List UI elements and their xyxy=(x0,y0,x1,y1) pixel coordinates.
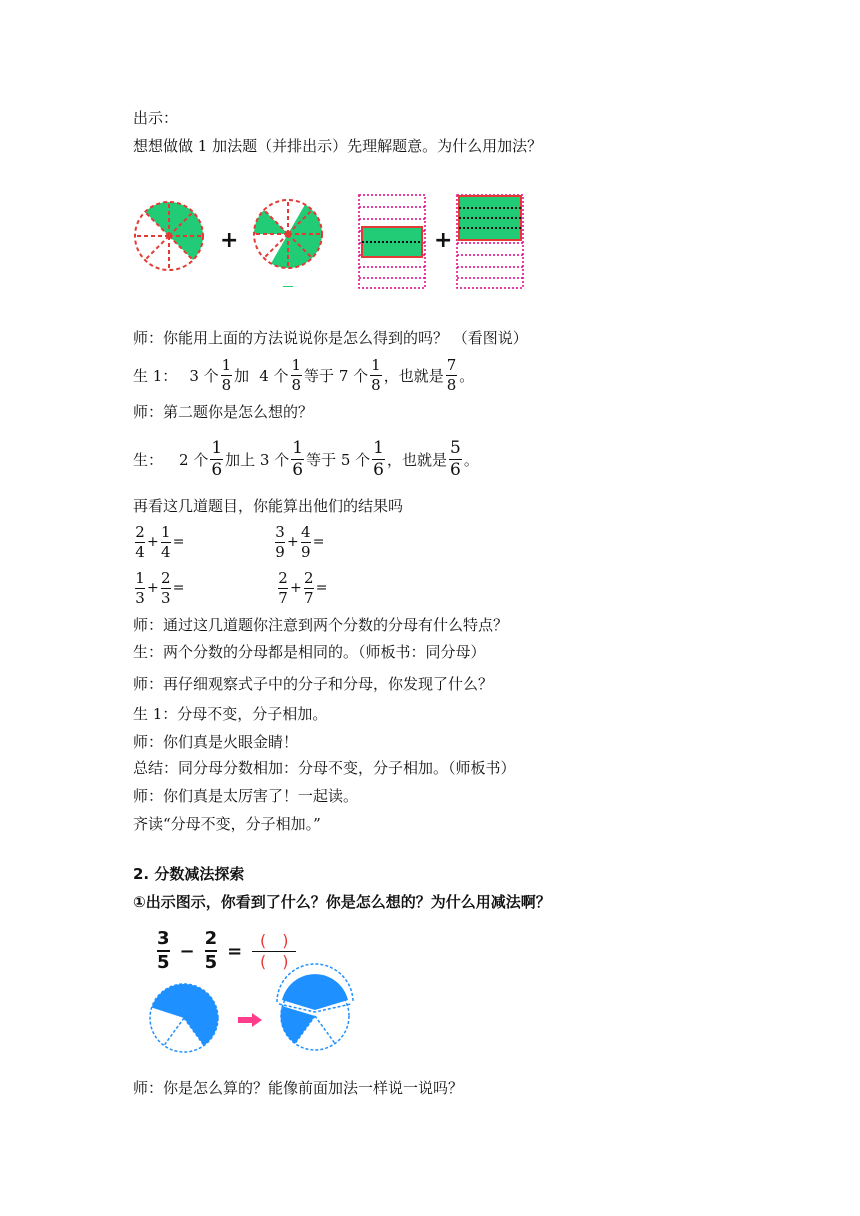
bar-three-eighths-figure xyxy=(358,194,428,290)
numerator: 5 xyxy=(450,437,461,458)
numerator: 3 xyxy=(157,928,170,949)
fraction xyxy=(210,437,223,480)
arrow-right-icon xyxy=(238,1013,262,1027)
equals: = xyxy=(227,940,243,962)
bar-four-eighths-figure xyxy=(456,194,526,290)
closing-question: 师：你是怎么算的？能像前面加法一样说一说吗？ xyxy=(133,1079,464,1097)
numerator: 1 xyxy=(160,522,171,541)
student-answer-2 xyxy=(133,437,479,481)
denominator: 4 xyxy=(160,542,171,561)
intro-question: 想想做做 1 加法题（并排出示）先理解题意。为什么用加法？ xyxy=(133,137,543,155)
fraction xyxy=(372,437,385,480)
blank-numerator: ( ) xyxy=(260,930,289,950)
denominator: 5 xyxy=(204,952,218,973)
numerator: 2 xyxy=(278,568,288,587)
text: 等于 7 个 xyxy=(304,366,369,385)
text: 。 xyxy=(463,450,479,469)
plus-sign-2: + xyxy=(434,228,453,253)
denominator: 4 xyxy=(135,542,145,561)
equals: = xyxy=(312,534,325,550)
text: 等于 5 个 xyxy=(306,450,371,469)
fraction xyxy=(449,437,462,480)
denominator: 6 xyxy=(450,459,461,480)
text: 加 xyxy=(234,366,250,385)
denominator: 3 xyxy=(135,588,145,607)
equals: = xyxy=(315,580,328,596)
text: 加上 3 个 xyxy=(225,450,290,469)
text: 4 个 xyxy=(259,366,289,385)
denominator: 6 xyxy=(211,459,223,480)
equals: = xyxy=(172,534,185,550)
intro-show: 出示： xyxy=(133,109,179,127)
exercise-3 xyxy=(133,566,184,610)
denominator: 3 xyxy=(160,588,171,607)
section-heading: 2. 分数减法探索 xyxy=(133,865,245,883)
fraction xyxy=(135,568,145,607)
fraction xyxy=(157,930,170,972)
fraction xyxy=(160,522,171,561)
numerator: 1 xyxy=(291,355,302,374)
text: ，也就是 xyxy=(383,366,444,385)
dialog-line: 总结：同分母分数相加：分母不变，分子相加。（师板书） xyxy=(133,759,516,777)
fraction xyxy=(135,522,145,561)
teacher-line-2: 师：第二题你是怎么想的？ xyxy=(133,403,314,421)
dialog-line: 师：你们真是火眼金睛！ xyxy=(133,733,299,751)
numerator: 2 xyxy=(303,568,314,587)
plus-sign-1: + xyxy=(220,228,239,253)
circle-three-eighths-figure xyxy=(131,198,207,274)
operator: + xyxy=(147,580,159,596)
text: ，也就是 xyxy=(387,450,448,469)
fraction xyxy=(291,437,304,480)
text: 2 个 xyxy=(179,450,209,469)
text: 。 xyxy=(459,366,475,385)
denominator: 7 xyxy=(303,588,314,607)
text: 3 个 xyxy=(189,366,219,385)
dialog-line: 师：再仔细观察式子中的分子和分母，你发现了什么？ xyxy=(133,675,494,693)
operator: + xyxy=(290,580,302,596)
denominator: 9 xyxy=(275,542,285,561)
circle-three-fifths-figure xyxy=(148,982,220,1054)
operator: − xyxy=(179,940,195,962)
numerator: 1 xyxy=(292,437,304,458)
label: 生： xyxy=(133,450,164,469)
fraction xyxy=(221,355,233,394)
fraction xyxy=(370,355,382,394)
numerator: 3 xyxy=(275,522,285,541)
numerator: 2 xyxy=(160,568,171,587)
exercise-1 xyxy=(133,520,184,564)
operator: + xyxy=(147,534,159,550)
fraction xyxy=(205,930,218,972)
numerator: 4 xyxy=(300,522,311,541)
numerator: 1 xyxy=(373,437,384,458)
numerator: 1 xyxy=(211,437,223,458)
denominator: 7 xyxy=(278,588,288,607)
numerator: 7 xyxy=(446,355,457,374)
prompt-again: 再看这几道题目，你能算出他们的结果吗 xyxy=(133,497,404,515)
fraction xyxy=(300,522,311,561)
equals: = xyxy=(172,580,185,596)
exercise-4 xyxy=(276,566,327,610)
teacher-line-1: 师：你能用上面的方法说说你是怎么得到的吗？ （看图说） xyxy=(133,329,528,347)
subtraction-equation xyxy=(155,929,298,973)
denominator: 6 xyxy=(292,459,304,480)
dialog-line: 生 1：分母不变，分子相加。 xyxy=(133,705,328,723)
circle-remove-two-fifths-figure xyxy=(275,976,355,1056)
denominator: 9 xyxy=(300,542,311,561)
operator: + xyxy=(287,534,299,550)
numerator: 1 xyxy=(221,355,232,374)
numerator: 1 xyxy=(371,355,381,374)
denominator: 8 xyxy=(291,375,302,394)
denominator: 5 xyxy=(157,952,170,973)
dialog-line: 师：你们真是太厉害了！一起读。 xyxy=(133,787,359,805)
fraction xyxy=(303,568,314,607)
exercise-2 xyxy=(273,520,324,564)
denominator: 8 xyxy=(221,375,232,394)
dialog-line: 生：两个分数的分母都是相同的。（师板书：同分母） xyxy=(133,643,486,661)
circle-four-eighths-figure xyxy=(250,196,326,272)
fraction xyxy=(160,568,171,607)
numerator: 1 xyxy=(135,568,145,587)
fraction xyxy=(291,355,303,394)
section-question: ①出示图示，你看到了什么？你是怎么想的？为什么用减法啊？ xyxy=(133,893,551,911)
numerator: 2 xyxy=(135,522,145,541)
small-dash-mark xyxy=(283,286,293,287)
denominator: 8 xyxy=(446,375,457,394)
fraction xyxy=(275,522,285,561)
label: 生 1： xyxy=(133,366,178,385)
denominator: 6 xyxy=(373,459,384,480)
fraction xyxy=(278,568,288,607)
dialog-line: 师：通过这几道题你注意到两个分数的分母有什么特点？ xyxy=(133,616,509,634)
answer-blank xyxy=(252,930,296,971)
fraction xyxy=(446,355,458,394)
dialog-line: 齐读“分母不变，分子相加。” xyxy=(133,815,321,833)
blank-denominator: ( ) xyxy=(260,951,289,971)
numerator: 2 xyxy=(204,928,218,949)
denominator: 8 xyxy=(371,375,381,394)
student1-answer xyxy=(133,353,474,397)
